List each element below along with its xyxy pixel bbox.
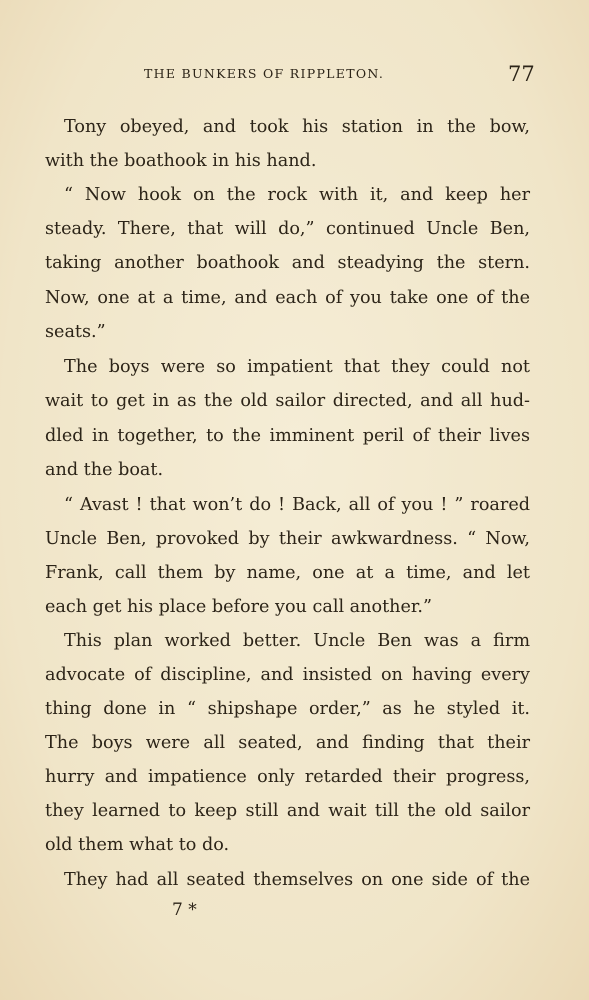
text-line: steady. There, that will do,” continued Uncle Ben, — [45, 219, 530, 239]
text-line: thing done in “ shipshape order,” as he styled it. — [45, 699, 530, 719]
signature-mark: 7 * — [172, 900, 197, 920]
page-number: 77 — [508, 62, 535, 86]
text-line: advocate of discipline, and insisted on having every — [45, 665, 530, 685]
text-line: Tony obeyed, and took his station in the bow, — [64, 117, 530, 137]
text-line: “ Avast ! that won’t do ! Back, all of you ! ” roared — [64, 495, 530, 515]
text-line: they learned to keep still and wait till the old sailor — [45, 801, 530, 821]
text-line: dled in together, to the imminent peril of their lives — [45, 426, 530, 446]
text-line: seats.” — [45, 322, 106, 342]
text-line: Frank, call them by name, one at a time, and let — [45, 563, 530, 583]
text-line: hurry and impatience only retarded their progress, — [45, 767, 530, 787]
text-line: Uncle Ben, provoked by their awkwardness. “ Now, — [45, 529, 530, 549]
text-line: old them what to do. — [45, 835, 230, 855]
text-line: and the boat. — [45, 460, 164, 480]
text-line: taking another boathook and steadying the stern. — [45, 253, 530, 273]
text-line: Now, one at a time, and each of you take one of the — [45, 288, 530, 308]
text-line: with the boathook in his hand. — [45, 151, 317, 171]
text-line: each get his place before you call another.” — [45, 597, 432, 617]
text-line: The boys were all seated, and finding that their — [45, 733, 530, 753]
running-head: THE BUNKERS OF RIPPLETON. — [144, 66, 385, 81]
text-line: The boys were so impatient that they could not — [64, 357, 530, 377]
text-line: “ Now hook on the rock with it, and keep her — [64, 185, 530, 205]
text-line: wait to get in as the old sailor directed, and all hud- — [45, 391, 530, 411]
page-header — [0, 62, 589, 86]
text-line: They had all seated themselves on one side of the — [64, 870, 530, 890]
text-line: This plan worked better. Uncle Ben was a firm — [64, 631, 530, 651]
